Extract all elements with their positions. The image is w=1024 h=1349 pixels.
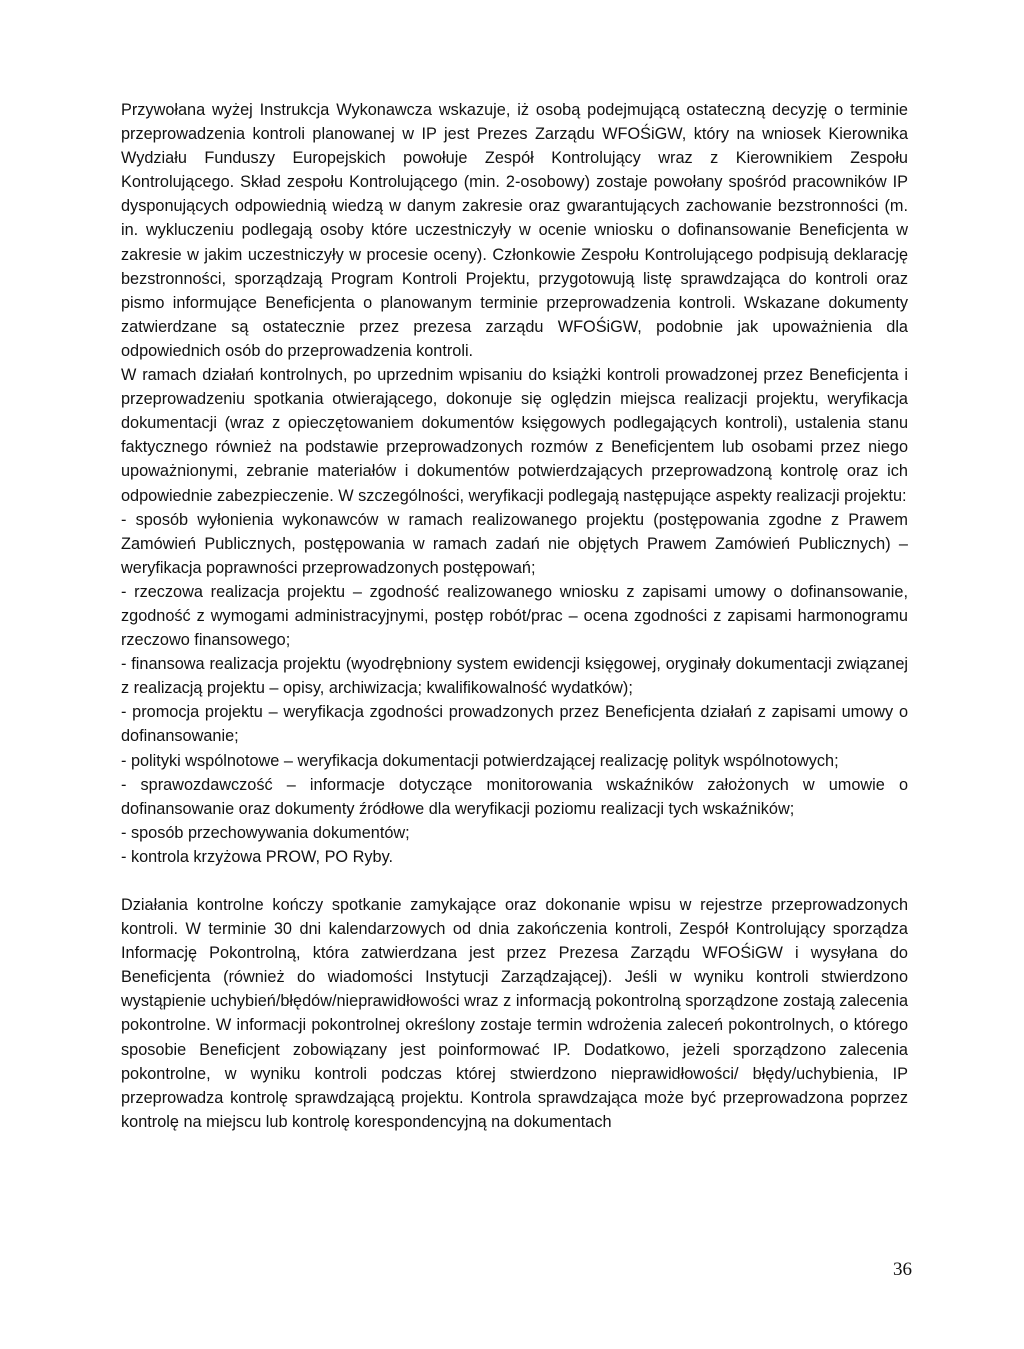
page-number: 36 [893, 1259, 912, 1280]
list-item-promotion: - promocja projektu – weryfikacja zgodności prowadzonych przez Beneficjenta działań z zapisami umowy o dofinansowanie; [121, 703, 908, 746]
list-item-community-policies: - polityki wspólnotowe – weryfikacja dokumentacji potwierdzającej realizację polityk wspólnotowych; [121, 751, 839, 770]
document-body [121, 98, 908, 1134]
list-item-material-implementation: - rzeczowa realizacja projektu – zgodność realizowanego wniosku z zapisami umowy o dofinansowanie, zgodność z wymogami administracyjnymi, postęp robót/prac – ocena zgodności z zapisami harmonogramu rzeczowo finansowego; [121, 582, 908, 650]
paragraph-post-control: Działania kontrolne kończy spotkanie zamykające oraz dokonanie wpisu w rejestrze przeprowadzonych kontroli. W terminie 30 dni kalendarzowych od dnia zakończenia kontroli, Zespół Kontrolujący sporządza Informację Pokontrolną, która zatwierdzana jest przez Prezesa Zarządu WFOŚiGW i wysyłana do Beneficjenta (również do wiadomości Instytucji Zarządzającej). Jeśli w wyniku kontroli stwierdzono wystąpienie uchybień/błędów/nieprawidłowości wraz z informacją pokontrolną sporządzone zostają zalecenia pokontrolne. W informacji pokontrolnej określony zostaje termin wdrożenia zaleceń pokontrolnych, o którego sposobie Beneficjent zobowiązany jest poinformować IP. Dodatkowo, jeżeli sporządzono zalecenia pokontrolne, w wyniku kontroli podczas której stwierdzono nieprawidłowości/ błędy/uchybienia, IP przeprowadza kontrolę sprawdzającą projektu. Kontrola sprawdzająca może być przeprowadzona poprzez kontrolę na miejscu lub kontrolę korespondencyjną na dokumentach [121, 896, 908, 1131]
list-item-reporting: - sprawozdawczość – informacje dotyczące monitorowania wskaźników założonych w umowie o dofinansowanie oraz dokumenty źródłowe dla weryfikacji poziomu realizacji tych wskaźników; [121, 775, 908, 818]
paragraph-control-team: Przywołana wyżej Instrukcja Wykonawcza wskazuje, iż osobą podejmującą ostateczną decyzję o terminie przeprowadzenia kontroli planowanej w IP jest Prezes Zarządu WFOŚiGW, który na wniosek Kierownika Wydziału Funduszy Europejskich powołuje Zespół Kontrolujący wraz z Kierownikiem Zespołu Kontrolującego. Skład zespołu Kontrolującego (min. 2-osobowy) zostaje powołany spośród pracowników IP dysponujących odpowiednią wiedzą w danym zakresie oraz gwarantujących zachowanie bezstronności (m. in. wykluczeniu podlegają osoby które uczestniczyły w ocenie wniosku o dofinansowanie Beneficjenta w zakresie w jakim uczestniczyły w procesie oceny). Członkowie Zespołu Kontrolującego podpisują deklarację bezstronności, sporządzają Program Kontroli Projektu, przygotowują listę sprawdzająca do kontroli oraz pismo informujące Beneficjenta o planowanym terminie przeprowadzenia kontroli. Wskazane dokumenty zatwierdzane są ostatecznie przez prezesa zarządu WFOŚiGW, podobnie jak upoważnienia dla odpowiednich osób do przeprowadzenia kontroli. [121, 101, 908, 360]
list-item-financial-implementation: - finansowa realizacja projektu (wyodrębniony system ewidencji księgowej, oryginały dokumentacji związanej z realizacją projektu – opisy, archiwizacja; kwalifikowalność wydatków); [121, 655, 908, 698]
list-item-document-storage: - sposób przechowywania dokumentów; [121, 823, 410, 842]
list-item-cross-check: - kontrola krzyżowa PROW, PO Ryby. [121, 847, 394, 866]
paragraph-control-activities: W ramach działań kontrolnych, po uprzednim wpisaniu do książki kontroli prowadzonej przez Beneficjenta i przeprowadzeniu spotkania otwierającego, dokonuje się oględzin miejsca realizacji projektu, weryfikacja dokumentacji (wraz z opieczętowaniem dokumentów księgowych podlegających kontroli), ustalenia stanu faktycznego również na podstawie przeprowadzonych rozmów z Beneficjentem lub osobami przez niego upoważnionymi, zebranie materiałów i dokumentów potwierdzających przeprowadzoną kontrolę oraz ich odpowiednie zabezpieczenie. W szczególności, weryfikacji podlegają następujące aspekty realizacji projektu: [121, 366, 908, 505]
list-item-contractor-selection: - sposób wyłonienia wykonawców w ramach realizowanego projektu (postępowania zgodne z Prawem Zamówień Publicznych, postępowania w ramach zadań nie objętych Prawem Zamówień Publicznych) – weryfikacja poprawności przeprowadzonych postępowań; [121, 510, 908, 577]
